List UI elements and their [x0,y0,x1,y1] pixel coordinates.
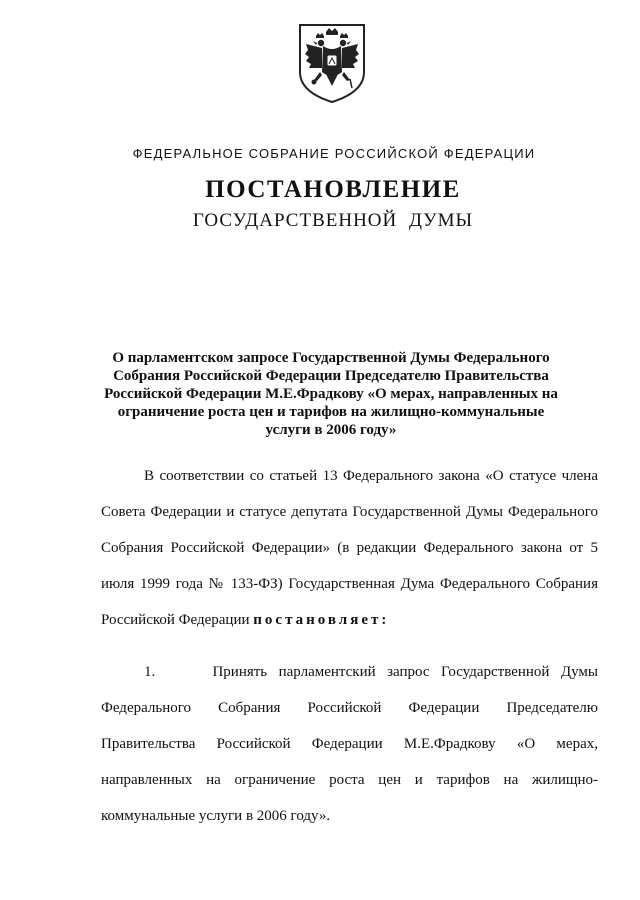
assembly-heading: ФЕДЕРАЛЬНОЕ СОБРАНИЕ РОССИЙСКОЙ ФЕДЕРАЦИИ [132,146,536,161]
item-text: Принять парламентский запрос Государственной Думы Федерального Собрания Российской Федерации Председателю Правительства Российской Федерации М.Е.Фрадкову «О мерах, направленных на ограничение роста цен и тарифов на жилищно-коммунальные услуги в 2006 году». [101,664,598,824]
issuing-body-heading: ГОСУДАРСТВЕННОЙ ДУМЫ [192,210,474,231]
document-title: О парламентском запросе Государственной Думы Федерального Собрания Российской Федерации Председателю Правительства Российской Федерации М.Е.Фрадкову «О мерах, направленных на ограничение роста цен и тарифов на жилищно-коммунальные услуги в 2006 году» [104,350,558,438]
document-type-heading: ПОСТАНОВЛЕНИЕ [205,176,461,203]
preamble-text: В соответствии со статьей 13 Федерального закона «О статусе члена Совета Федерации и статусе депутата Государственной Думы Федерального Собрания Российской Федерации» (в редакции Федерального закона от 5 июля 1999 года № 133-ФЗ) Государственная Дума Федерального Собрания Российской Федерации [101,468,598,628]
coat-of-arms-icon [296,22,368,104]
resolution-item-1 [101,654,598,834]
resolves-keyword: постановляет: [253,612,390,628]
item-number: 1. [144,664,156,680]
preamble-paragraph [101,458,598,638]
